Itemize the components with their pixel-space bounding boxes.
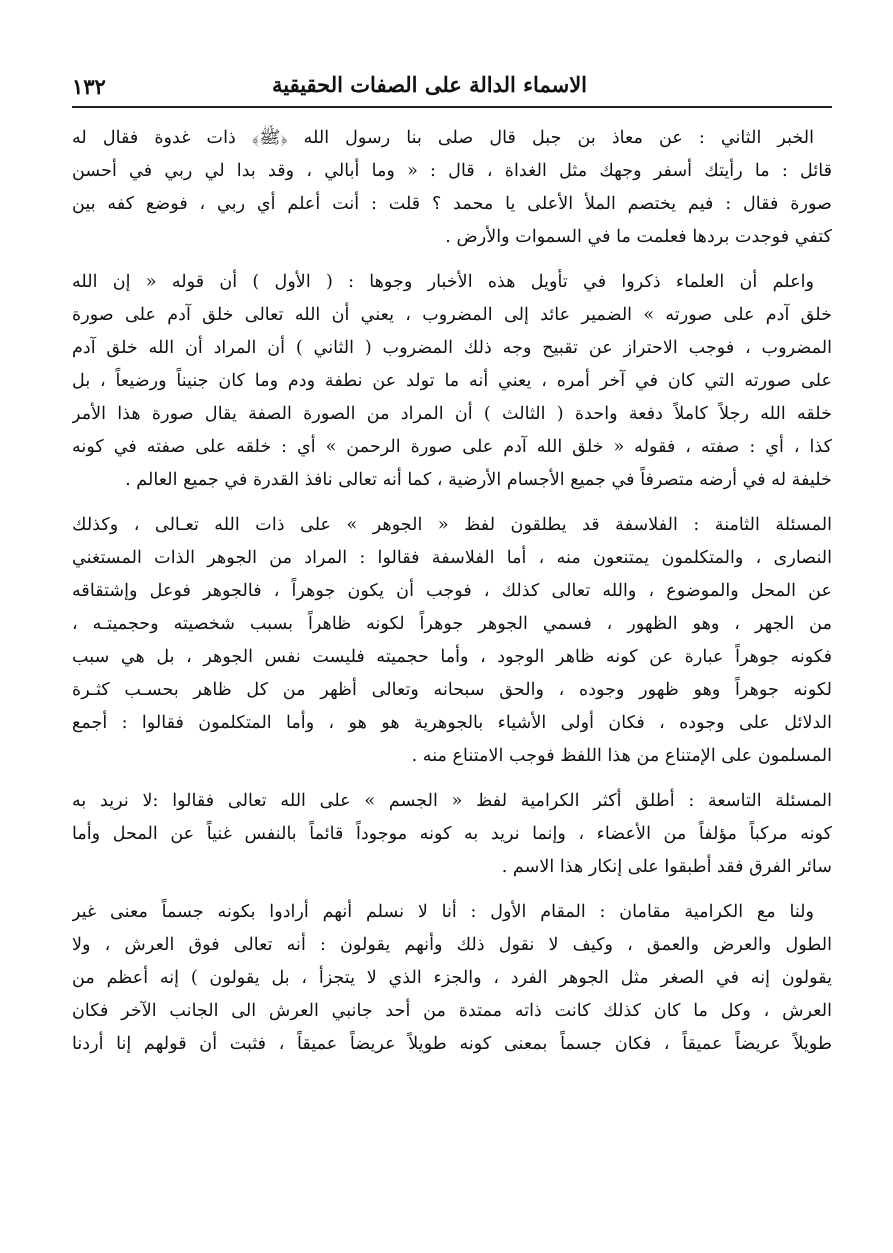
text-line: على صورته التي كان في آخر أمره ، يعني أنه ما تولد عن نطفة ودم وما كان جنيناً ورضيعاً ، بل bbox=[72, 371, 832, 391]
paragraph-interpretations bbox=[72, 266, 832, 497]
text-line: الخبر الثاني : عن معاذ بن جبل قال صلى بنا رسول الله ﴿ﷺ﴾ ذات غدوة فقال له bbox=[72, 128, 814, 148]
text-line: فكونه جوهراً عبارة عن كونه ظاهر الوجود ، وأما حجميته فليست نفس الجوهر ، بل هي سبب bbox=[72, 647, 832, 667]
book-page bbox=[72, 62, 832, 1212]
paragraph-eighth-question bbox=[72, 509, 832, 773]
text-line: طويلاً عريضاً عميقاً ، فكان جسماً بمعنى كونه طويلاً عريضاً عميقاً ، فثبت أن قولهم إنا أردنا bbox=[72, 1034, 832, 1054]
paragraph-karramiyya bbox=[72, 896, 832, 1061]
running-header bbox=[72, 62, 832, 108]
text-line: كونه مركباً مؤلفاً من الأعضاء ، وإنما نريد به كونه موجوداً قائماً بالنفس غنياً عن المحل وأما bbox=[72, 824, 832, 844]
text-line: خلق آدم على صورته » الضمير عائد إلى المضروب ، يعني أن الله تعالى خلق آدم على صورة bbox=[72, 305, 832, 325]
text-line: سائر الفرق فقد أطبقوا على إنكار هذا الاسم . bbox=[501, 857, 832, 877]
text-line: يقولون إنه في الصغر مثل الجوهر الفرد ، والجزء الذي لا يتجزأ ، بل يقولون ) إنه أعظم من bbox=[72, 968, 832, 988]
paragraph-ninth-question bbox=[72, 785, 832, 884]
text-line: النصارى ، والمتكلمون يمتنعون منه ، أما الفلاسفة فقالوا : المراد من الجوهر الذات المستغني bbox=[72, 548, 832, 568]
text-line: صورة فقال : فيم يختصم الملأ الأعلى يا محمد ؟ قلت : أنت أعلم أي ربي ، فوضع كفه بين bbox=[72, 194, 832, 214]
paragraph-second-hadith bbox=[72, 122, 832, 254]
text-line: المضروب ، فوجب الاحتراز عن تقبيح وجه ذلك المضروب ( الثاني ) أن المراد أن الله خلق آدم bbox=[72, 338, 832, 358]
body-text bbox=[72, 122, 832, 1061]
text-line: قائل : ما رأيتك أسفر وجهك مثل الغداة ، قال : « وما أبالي ، وقد بدا لي ربي في أحسن bbox=[72, 161, 832, 181]
text-line: واعلم أن العلماء ذكروا في تأويل هذه الأخبار وجوها : ( الأول ) أن قوله « إن الله bbox=[72, 272, 814, 292]
page-number: ١٣٢ bbox=[72, 74, 106, 99]
text-line: الدلائل على وجوده ، فكان أولى الأشياء بالجوهرية هو هو ، وأما المتكلمون فقالوا : أجمع bbox=[72, 713, 832, 733]
text-line: كتفي فوجدت بردها فعلمت ما في السموات والأرض . bbox=[445, 227, 832, 247]
text-line: المسئلة التاسعة : أطلق أكثر الكرامية لفظ « الجسم » على الله تعالى فقالوا :لا نريد به bbox=[72, 791, 832, 811]
text-line: لكونه جوهراً وهو ظهور وجوده ، والحق سبحانه وتعالى أظهر من كل ظاهر بحسـب كثـرة bbox=[72, 680, 832, 700]
text-line: عن المحل والموضوع ، والله تعالى كذلك ، فوجب أن يكون جوهراً ، فالجوهر فوعل وإشتقاقه bbox=[72, 581, 832, 601]
text-line: الطول والعرض والعمق ، وكيف لا نقول ذلك وأنهم يقولون : أنه تعالى فوق العرش ، ولا bbox=[72, 935, 832, 955]
text-line: خليفة له في أرضه متصرفاً في جميع الأجسام الأرضية ، كما أنه تعالى نافذ القدرة في جميع العالم . bbox=[125, 470, 832, 490]
text-line: خلقه الله رجلاً كاملاً دفعة واحدة ( الثالث ) أن المراد من الصورة الصفة يقال صورة هذا الأمر bbox=[72, 404, 832, 424]
text-line: ولنا مع الكرامية مقامان : المقام الأول : أنا لا نسلم أنهم أرادوا بكونه جسماً معنى غير bbox=[72, 902, 814, 922]
running-title: الاسماء الدالة على الصفات الحقيقية bbox=[272, 72, 587, 97]
text-line: المسلمون على الإمتناع من هذا اللفظ فوجب الامتناع منه . bbox=[411, 746, 832, 766]
text-line: المسئلة الثامنة : الفلاسفة قد يطلقون لفظ « الجوهر » على ذات الله تعـالى ، وكذلك bbox=[72, 515, 832, 535]
text-line: العرش ، وكل ما كان كذلك كانت ذاته ممتدة من أحد جانبي العرش الى الجانب الآخر فكان bbox=[72, 1001, 832, 1021]
text-line: من الجهر ، وهو الظهور ، فسمي الجوهر جوهراً لكونه ظاهراً بسبب شخصيته وحجميتـه ، bbox=[72, 614, 832, 634]
text-line: كذا ، أي : صفته ، فقوله « خلق الله آدم على صورة الرحمن » أي : خلقه على صفته في كونه bbox=[72, 437, 832, 457]
